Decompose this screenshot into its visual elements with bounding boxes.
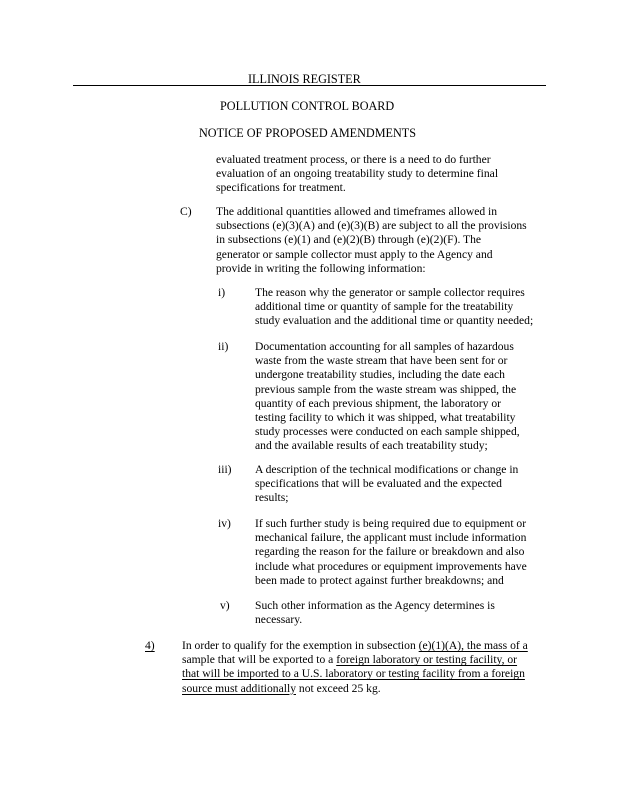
text-line: Such other information as the Agency determines is [255, 599, 495, 612]
subitem-v-paragraph [255, 599, 545, 627]
text-underlined: foreign laboratory or testing facility, or [336, 653, 518, 667]
text-line: Documentation accounting for all samples of hazardous [255, 340, 514, 353]
text-line: A description of the technical modifications or change in [255, 463, 519, 476]
text-line: testing facility to which it was shipped, what treatability [255, 411, 516, 425]
subitem-i-paragraph [255, 286, 545, 329]
item-c-paragraph [216, 205, 546, 276]
board-title: POLLUTION CONTROL BOARD [220, 99, 395, 113]
text-underlined: (e)(1)(A), the mass of a [418, 639, 528, 652]
text-line: specifications for treatment. [216, 181, 346, 195]
text-line: in subsections (e)(1) and (e)(2)(B) through (e)(2)(F). The [216, 233, 482, 247]
text-plain: In order to qualify for the exemption in subsection [182, 639, 419, 652]
text-line: The reason why the generator or sample collector requires [255, 286, 525, 299]
subitem-i-label: i) [218, 286, 226, 299]
register-title: ILLINOIS REGISTER [248, 72, 361, 86]
text-line: provide in writing the following information: [216, 261, 426, 275]
text-line: and the available results of each treatability study; [255, 439, 488, 453]
notice-title: NOTICE OF PROPOSED AMENDMENTS [199, 126, 417, 140]
subitem-iii-paragraph [255, 463, 545, 506]
text-line: If such further study is being required due to equipment or [255, 517, 527, 530]
text-line: subsections (e)(3)(A) and (e)(3)(B) are subject to all the provisions [216, 219, 527, 233]
text-line: been made to protect against further breakdowns; and [255, 573, 504, 587]
text-underlined: that will be imported to a U.S. laboratory or testing facility from a foreign [182, 667, 525, 681]
text-line: waste from the waste stream that have been sent for or [255, 354, 508, 368]
text-line: The additional quantities allowed and timeframes allowed in [216, 205, 498, 218]
item-c-label: C) [180, 205, 192, 218]
text-line: evaluation of an ongoing treatability study to determine final [216, 167, 499, 181]
subitem-ii-label: ii) [218, 340, 229, 353]
text-line: previous sample from the waste stream was shipped, the [255, 382, 517, 396]
text-plain: sample that will be exported to a [182, 653, 337, 667]
text-line: generator or sample collector must apply to the Agency and [216, 247, 493, 261]
subitem-v-label: v) [220, 599, 230, 612]
text-line [182, 667, 546, 681]
text-line: evaluated treatment process, or there is a need to do further [216, 153, 491, 166]
text-plain: not exceed 25 kg. [296, 681, 381, 695]
text-line: study processes were conducted on each sample shipped, [255, 425, 520, 439]
text-line [182, 682, 546, 696]
text-line: study evaluation and the additional time or quantity needed; [255, 314, 534, 328]
text-line: undergone treatability studies, including the date each [255, 368, 505, 382]
item-4-paragraph [182, 639, 546, 696]
subitem-iv-paragraph [255, 517, 545, 588]
subitem-iv-label: iv) [218, 517, 231, 530]
item-4-label: 4) [145, 639, 155, 652]
header-rule [73, 85, 546, 86]
text-underlined: source must additionally [182, 681, 296, 695]
text-line: specifications that will be evaluated and the expected [255, 477, 502, 491]
subitem-ii-paragraph [255, 340, 545, 454]
text-line: necessary. [255, 613, 303, 627]
text-line: quantity of each previous shipment, the laboratory or [255, 396, 501, 410]
text-line: mechanical failure, the applicant must include information [255, 531, 527, 545]
text-line: results; [255, 491, 289, 505]
text-line [182, 653, 546, 667]
text-line: regarding the reason for the failure or breakdown and also [255, 545, 525, 559]
text-line: additional time or quantity of sample for the treatability [255, 300, 514, 314]
subitem-iii-label: iii) [218, 463, 232, 476]
text-line: include what procedures or equipment improvements have [255, 559, 527, 573]
continuation-paragraph [216, 153, 546, 196]
text-line [182, 639, 546, 653]
